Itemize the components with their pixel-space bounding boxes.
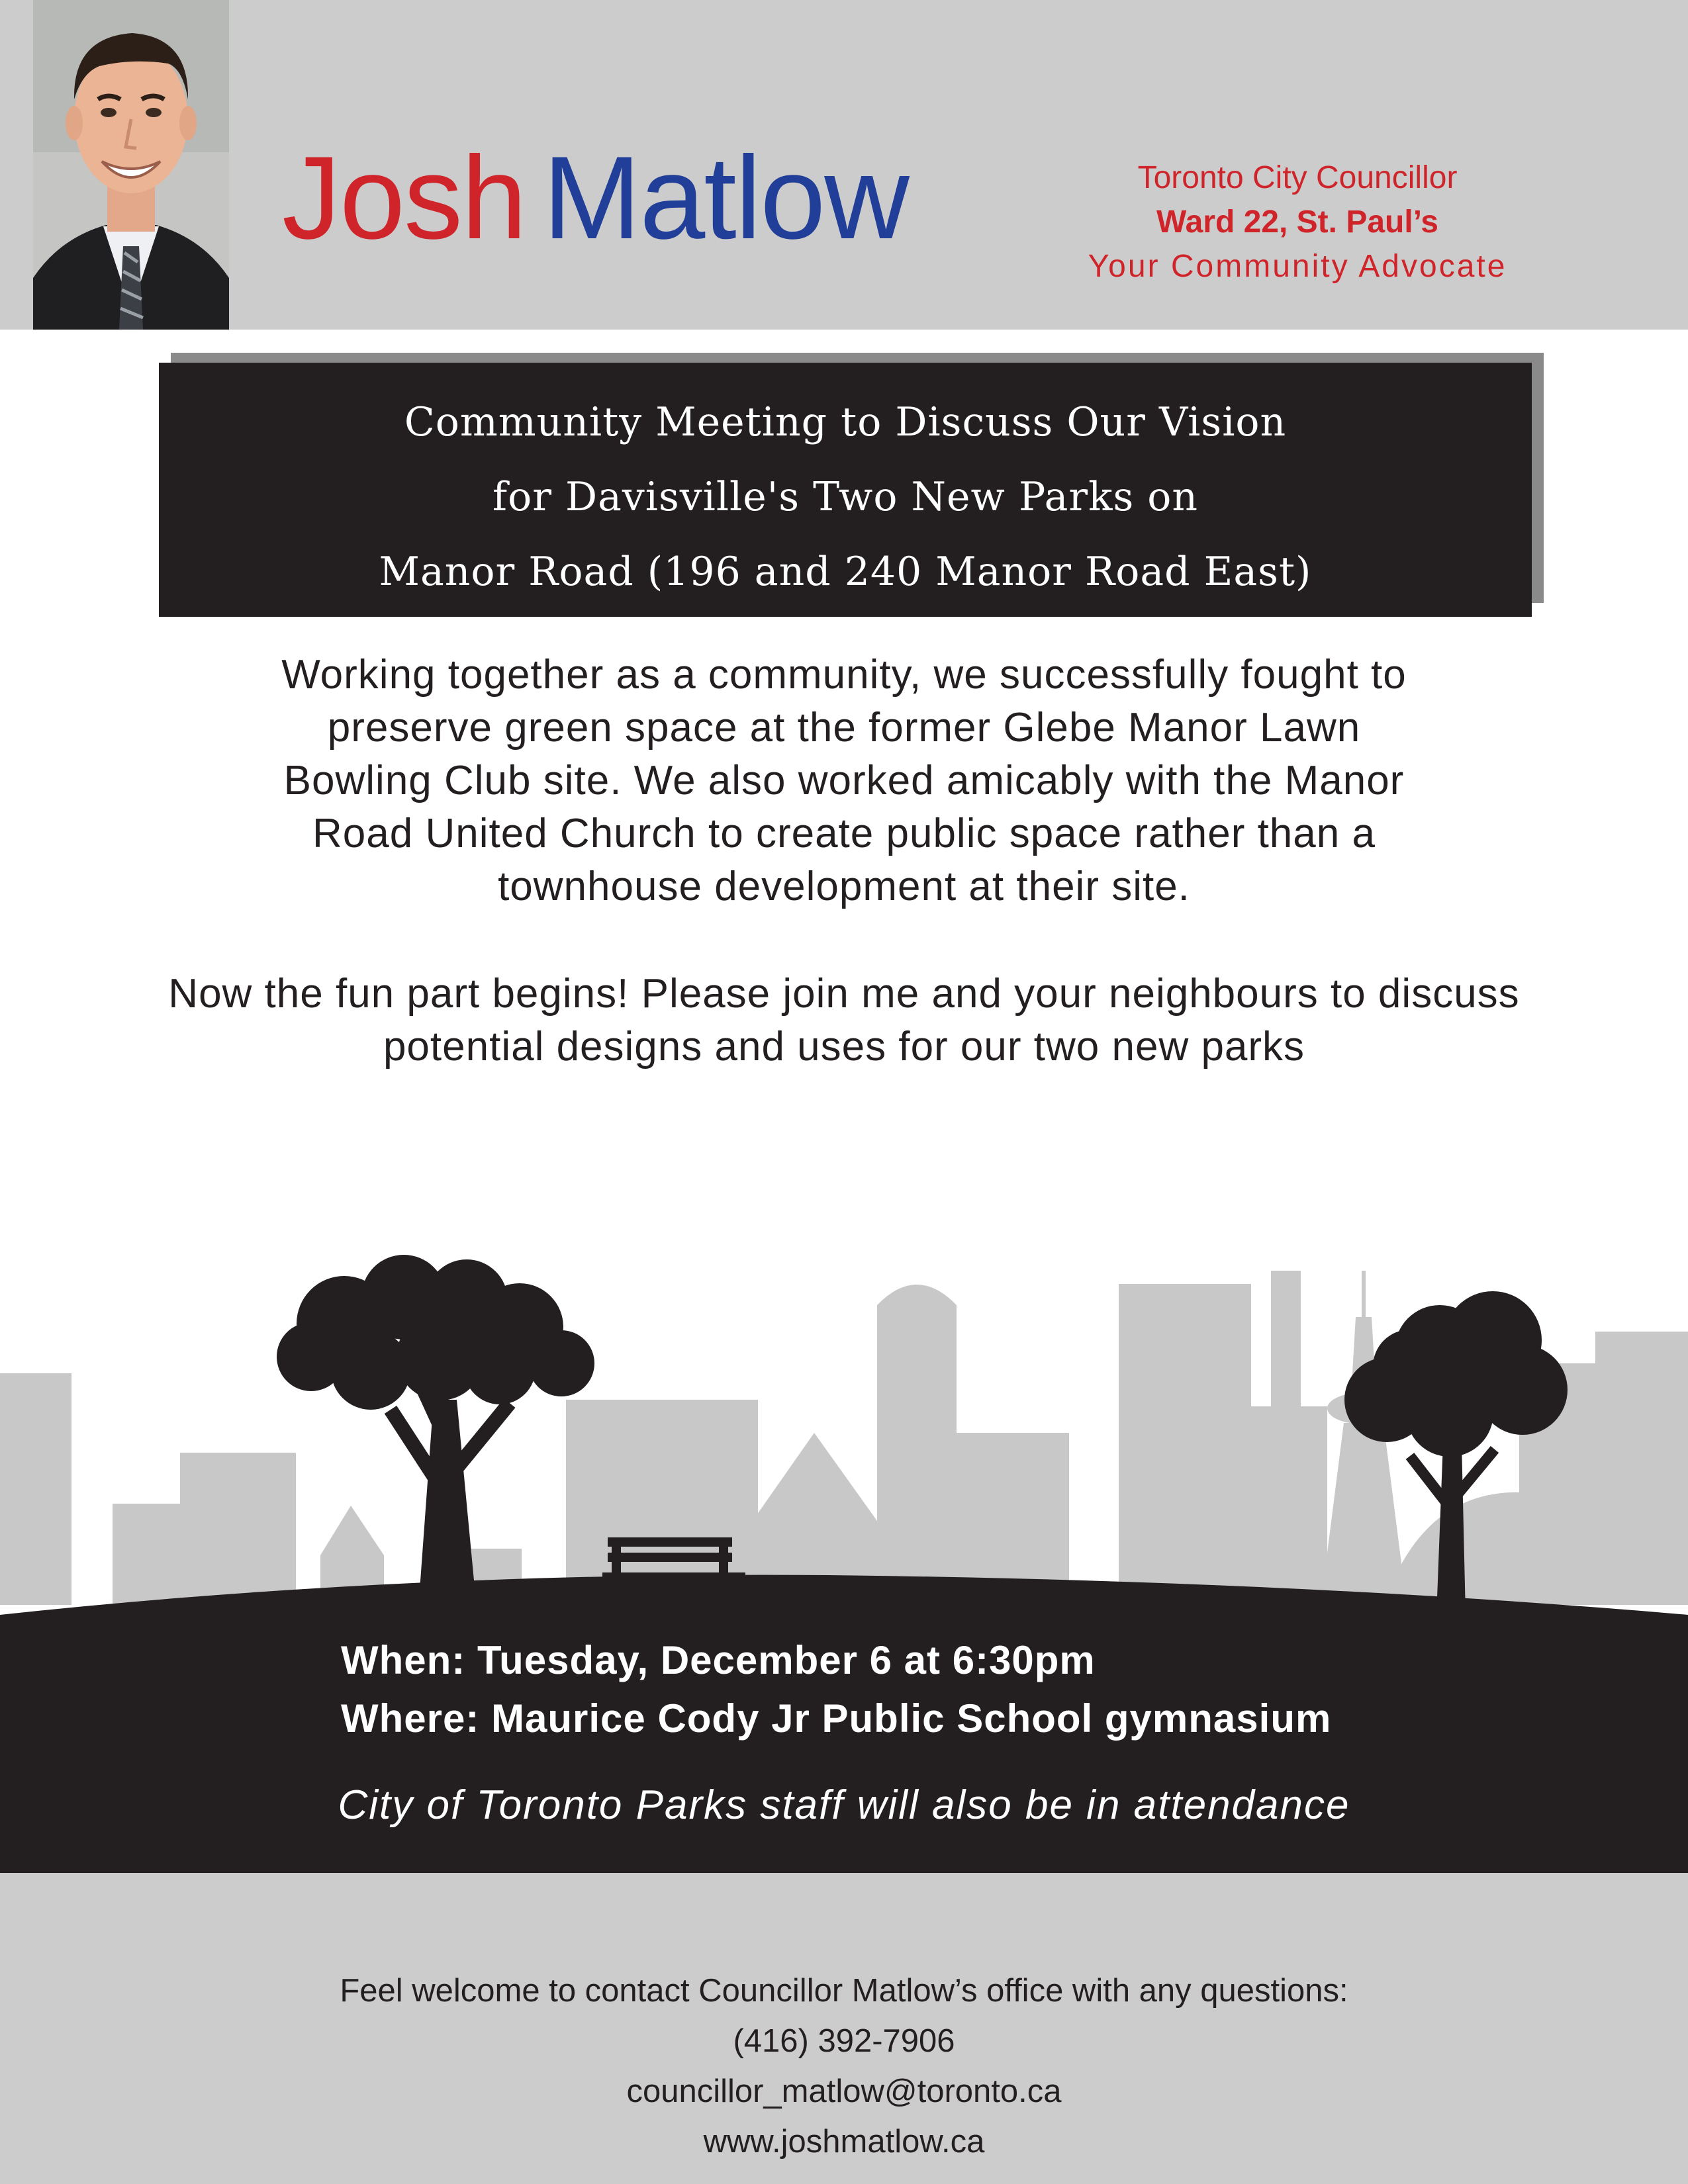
contact-email[interactable]: councillor_matlow@toronto.ca [626,2073,1062,2109]
contact-prompt: Feel welcome to contact Councillor Matlow’s office with any questions: [340,1973,1348,2009]
intro-paragraph: Now the fun part begins! Please join me and your neighbours to discuss potential designs and uses for our two new parks [168,971,1520,1069]
header-band [0,0,1688,330]
meeting-title [159,385,1532,610]
event-details [341,1631,1331,1748]
event-when: When: Tuesday, December 6 at 6:30pm [341,1638,1096,1682]
brand-last-name: Matlow [543,132,908,263]
tagline-slogan: Your Community Advocate [1088,249,1507,284]
contact-phone[interactable]: (416) 392-7906 [733,2023,955,2059]
tagline-title: Toronto City Councillor [1137,160,1458,195]
contact-website[interactable]: www.joshmatlow.ca [703,2124,985,2160]
councillor-tagline [1033,156,1562,289]
intro-paragraph: Working together as a community, we successfully fought to preserve green space at the former Glebe Manor Lawn Bowling Club site. We also worked amicably with the Manor Road United Church to create public space rather than a townhouse development at their site. [281,652,1407,909]
attendance-note: City of Toronto Parks staff will also be in attendance [338,1782,1350,1828]
contact-info [0,1966,1688,2167]
tagline-ward: Ward 22, St. Paul’s [1156,205,1438,240]
brand-first-name: Josh [282,132,526,263]
intro-text [116,649,1572,1073]
meeting-title-line: Community Meeting to Discuss Our Vision [404,399,1287,445]
meeting-title-line: Manor Road (196 and 240 Manor Road East) [379,549,1312,595]
meeting-title-line: for Davisville's Two New Parks on [492,474,1199,520]
contact-band [0,1873,1688,2184]
brand-logo [282,132,908,263]
event-where: Where: Maurice Cody Jr Public School gymnasium [341,1696,1332,1741]
portrait-photo [33,0,229,330]
